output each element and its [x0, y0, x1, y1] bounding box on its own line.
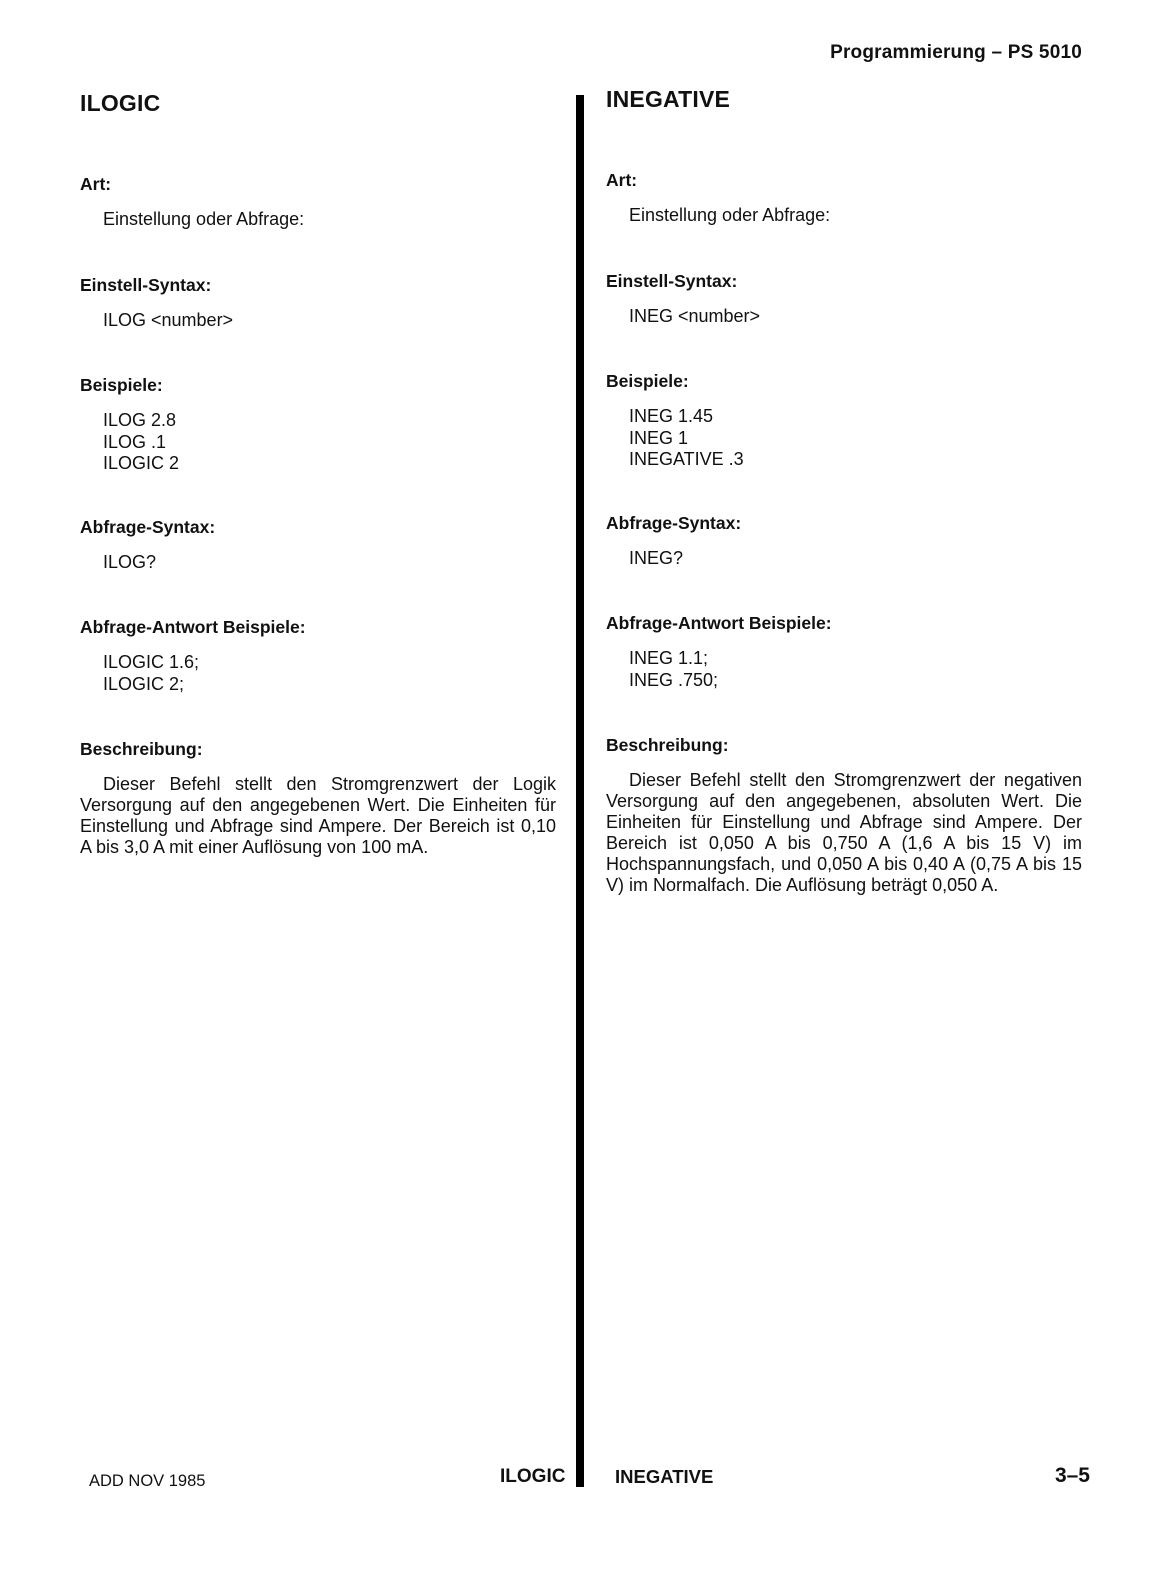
response-line: ILOGIC 2; — [103, 673, 185, 694]
example-line: ILOG 2.8 — [103, 410, 177, 430]
examples-list — [103, 410, 560, 475]
section-label: Art: — [80, 174, 112, 194]
query-response-section — [80, 617, 560, 695]
query-response-section — [606, 613, 1086, 691]
art-section — [606, 170, 1086, 227]
right-column — [606, 86, 1086, 896]
query-syntax-value: INEG? — [629, 547, 684, 568]
art-value: Einstellung oder Abfrage: — [103, 209, 305, 229]
section-label: Beschreibung: — [80, 739, 203, 759]
example-line: ILOG .1 — [103, 431, 167, 452]
response-list — [103, 652, 560, 695]
section-label: Beschreibung: — [606, 735, 729, 755]
set-syntax-section — [606, 271, 1086, 328]
art-section — [80, 174, 560, 231]
column-divider — [576, 95, 584, 1487]
example-line: ILOGIC 2 — [103, 453, 180, 473]
description-text: Dieser Befehl stellt den Stromgrenzwert der negativen Versorgung auf den angegebenen, absoluten Wert. Die Einheiten für Einstellung und Abfrage sind Ampere. Der Bereich ist 0,050 A bis 0,750 A (1,6 A bis 15 V) im Hochspannungsfach, und 0,050 A bis 0,40 A (0,75 A bis 15 V) im Normalfach. Die Auflösung beträgt 0,050 A. — [606, 770, 1082, 895]
example-line: INEGATIVE .3 — [629, 449, 744, 469]
section-label: Beispiele: — [606, 371, 689, 391]
command-title: ILOGIC — [80, 90, 161, 116]
left-column — [80, 90, 560, 858]
art-value: Einstellung oder Abfrage: — [629, 205, 831, 225]
footer-date: ADD NOV 1985 — [89, 1472, 206, 1490]
response-line: ILOGIC 1.6; — [103, 652, 200, 672]
footer-left-command: ILOGIC — [500, 1466, 566, 1487]
response-line: INEG .750; — [629, 669, 719, 690]
response-list — [629, 648, 1086, 691]
examples-list — [629, 406, 1086, 471]
query-syntax-section — [606, 513, 1086, 570]
example-line: INEG 1.45 — [629, 406, 714, 426]
section-label: Einstell-Syntax: — [80, 274, 212, 295]
set-syntax-value: INEG <number> — [629, 305, 761, 326]
example-line: INEG 1 — [629, 427, 689, 448]
description-text: Dieser Befehl stellt den Stromgrenzwert der Logik Versorgung auf den angegebenen Wert. Die Einheiten für Einstellung und Abfrage sind Ampere. Der Bereich ist 0,10 A bis 3,0 A mit einer Auflösung von 100 mA. — [80, 774, 556, 857]
description-section — [606, 735, 1086, 896]
section-label: Abfrage-Antwort Beispiele: — [80, 617, 306, 637]
footer-right-command: INEGATIVE — [615, 1466, 714, 1487]
query-syntax-section — [80, 517, 560, 574]
section-label: Abfrage-Antwort Beispiele: — [606, 613, 832, 633]
section-label: Abfrage-Syntax: — [80, 516, 216, 537]
section-label: Einstell-Syntax: — [606, 270, 738, 291]
section-label: Beispiele: — [80, 375, 163, 395]
query-syntax-value: ILOG? — [103, 551, 157, 572]
set-syntax-value: ILOG <number> — [103, 309, 234, 330]
response-line: INEG 1.1; — [629, 648, 709, 668]
running-header: Programmierung – PS 5010 — [830, 42, 1082, 63]
examples-section — [80, 375, 560, 475]
examples-section — [606, 371, 1086, 471]
page-number: 3–5 — [1054, 1464, 1090, 1487]
description-section — [80, 739, 560, 858]
set-syntax-section — [80, 275, 560, 332]
section-label: Art: — [606, 170, 638, 190]
command-title: INEGATIVE — [606, 86, 731, 112]
section-label: Abfrage-Syntax: — [606, 512, 742, 533]
